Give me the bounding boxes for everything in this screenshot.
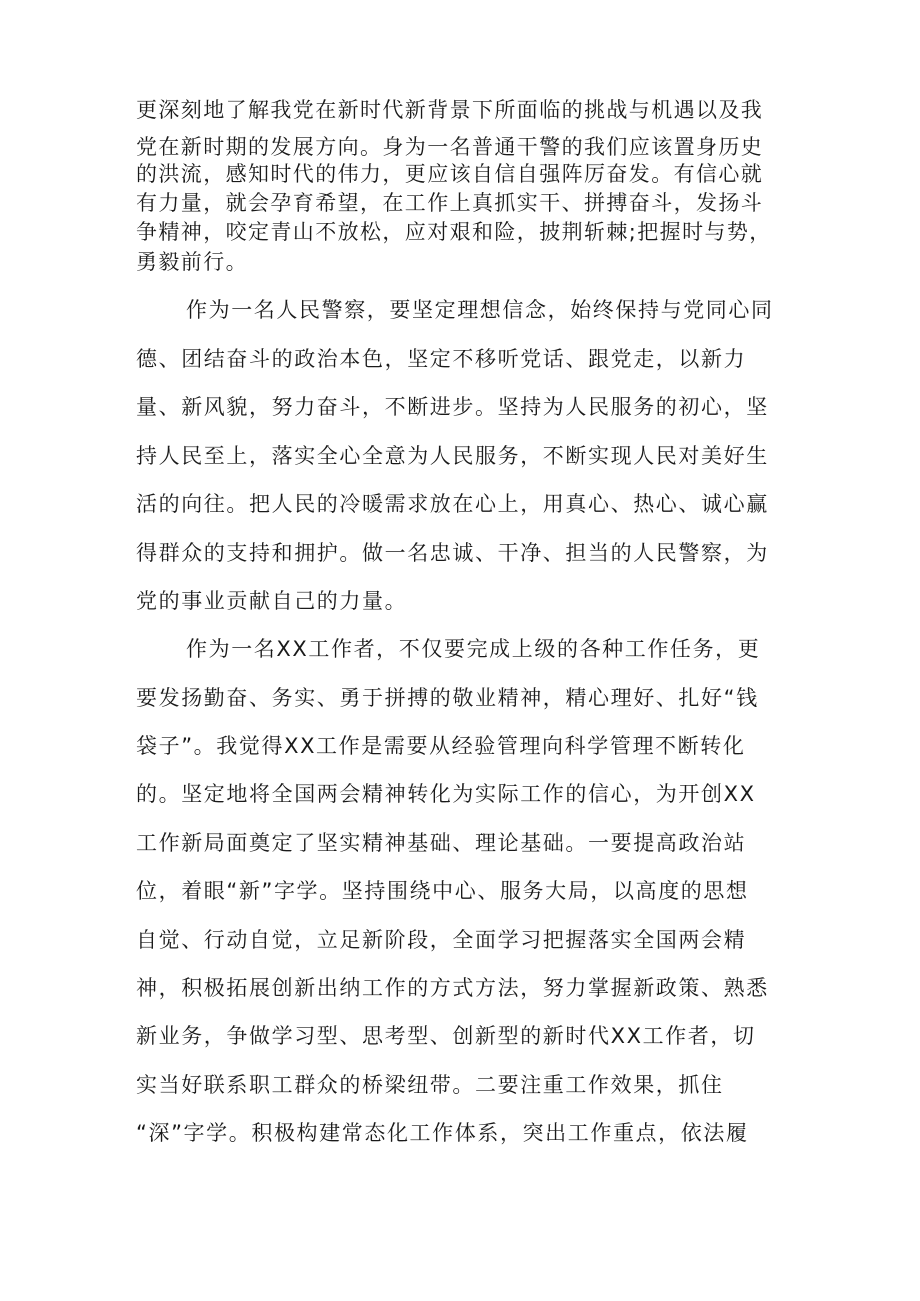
- paragraph-line: 量、新风貌，努力奋斗，不断进步。坚持为人民服务的初心，坚: [136, 395, 769, 419]
- paragraph-line: 要发扬勤奋、务实、勇于拼搏的敬业精神，精心理好、扎好“钱: [136, 686, 759, 710]
- paragraph-line: 德、团结奋斗的政治本色，坚定不移听党话、跟党走，以新力: [136, 347, 747, 371]
- paragraph-line: 工作新局面奠定了坚实精神基础、理论基础。一要提高政治站: [136, 831, 747, 855]
- paragraph-line: “深”字学。积极构建常态化工作体系，突出工作重点，依法履: [136, 1121, 749, 1145]
- paragraph-line: 的。坚定地将全国两会精神转化为实际工作的信心，为开创XX: [136, 782, 756, 806]
- paragraph-line: 更深刻地了解我党在新时代新背景下所面临的挑战与机遇以及我: [136, 98, 764, 122]
- paragraph-line: 神，积极拓展创新出纳工作的方式方法，努力掌握新政策、熟悉: [136, 976, 769, 1000]
- paragraph-line: 位，着眼“新”字学。坚持围绕中心、服务大局，以高度的思想: [136, 879, 749, 903]
- paragraph-line: 的洪流，感知时代的伟力，更应该自信自强阵厉奋发。有信心就: [136, 162, 764, 186]
- paragraph-line: 作为一名XX工作者，不仅要完成上级的各种工作任务，更: [186, 637, 761, 661]
- paragraph-line: 争精神，咬定青山不放松，应对艰和险，披荆斩棘;把握时与势，: [136, 220, 772, 244]
- paragraph-line: 活的向往。把人民的冷暖需求放在心上，用真心、热心、诚心赢: [136, 492, 769, 516]
- paragraph-line: 作为一名人民警察，要坚定理想信念，始终保持与党同心同: [186, 298, 774, 322]
- paragraph-line: 自觉、行动自觉，立足新阶段，全面学习把握落实全国两会精: [136, 928, 747, 952]
- paragraph-line: 得群众的支持和拥护。做一名忠诚、干净、担当的人民警察，为: [136, 541, 769, 565]
- paragraph-line: 有力量，就会孕育希望，在工作上真抓实干、拼搏奋斗，发扬斗: [136, 191, 764, 215]
- paragraph-line: 新业务，争做学习型、思考型、创新型的新时代XX工作者，切: [136, 1024, 756, 1048]
- paragraph-line: 持人民至上，落实全心全意为人民服务，不断实现人民对美好生: [136, 444, 769, 468]
- paragraph-line: 勇毅前行。: [136, 250, 248, 274]
- paragraph-line: 袋子”。我觉得XX工作是需要从经验管理向科学管理不断转化: [136, 734, 746, 758]
- paragraph-line: 实当好联系职工群众的桥梁纽带。二要注重工作效果，抓住: [136, 1073, 724, 1097]
- paragraph-line: 党的事业贡献自己的力量。: [136, 589, 408, 613]
- paragraph-line: 党在新时期的发展方向。身为一名普通干警的我们应该置身历史: [136, 135, 764, 159]
